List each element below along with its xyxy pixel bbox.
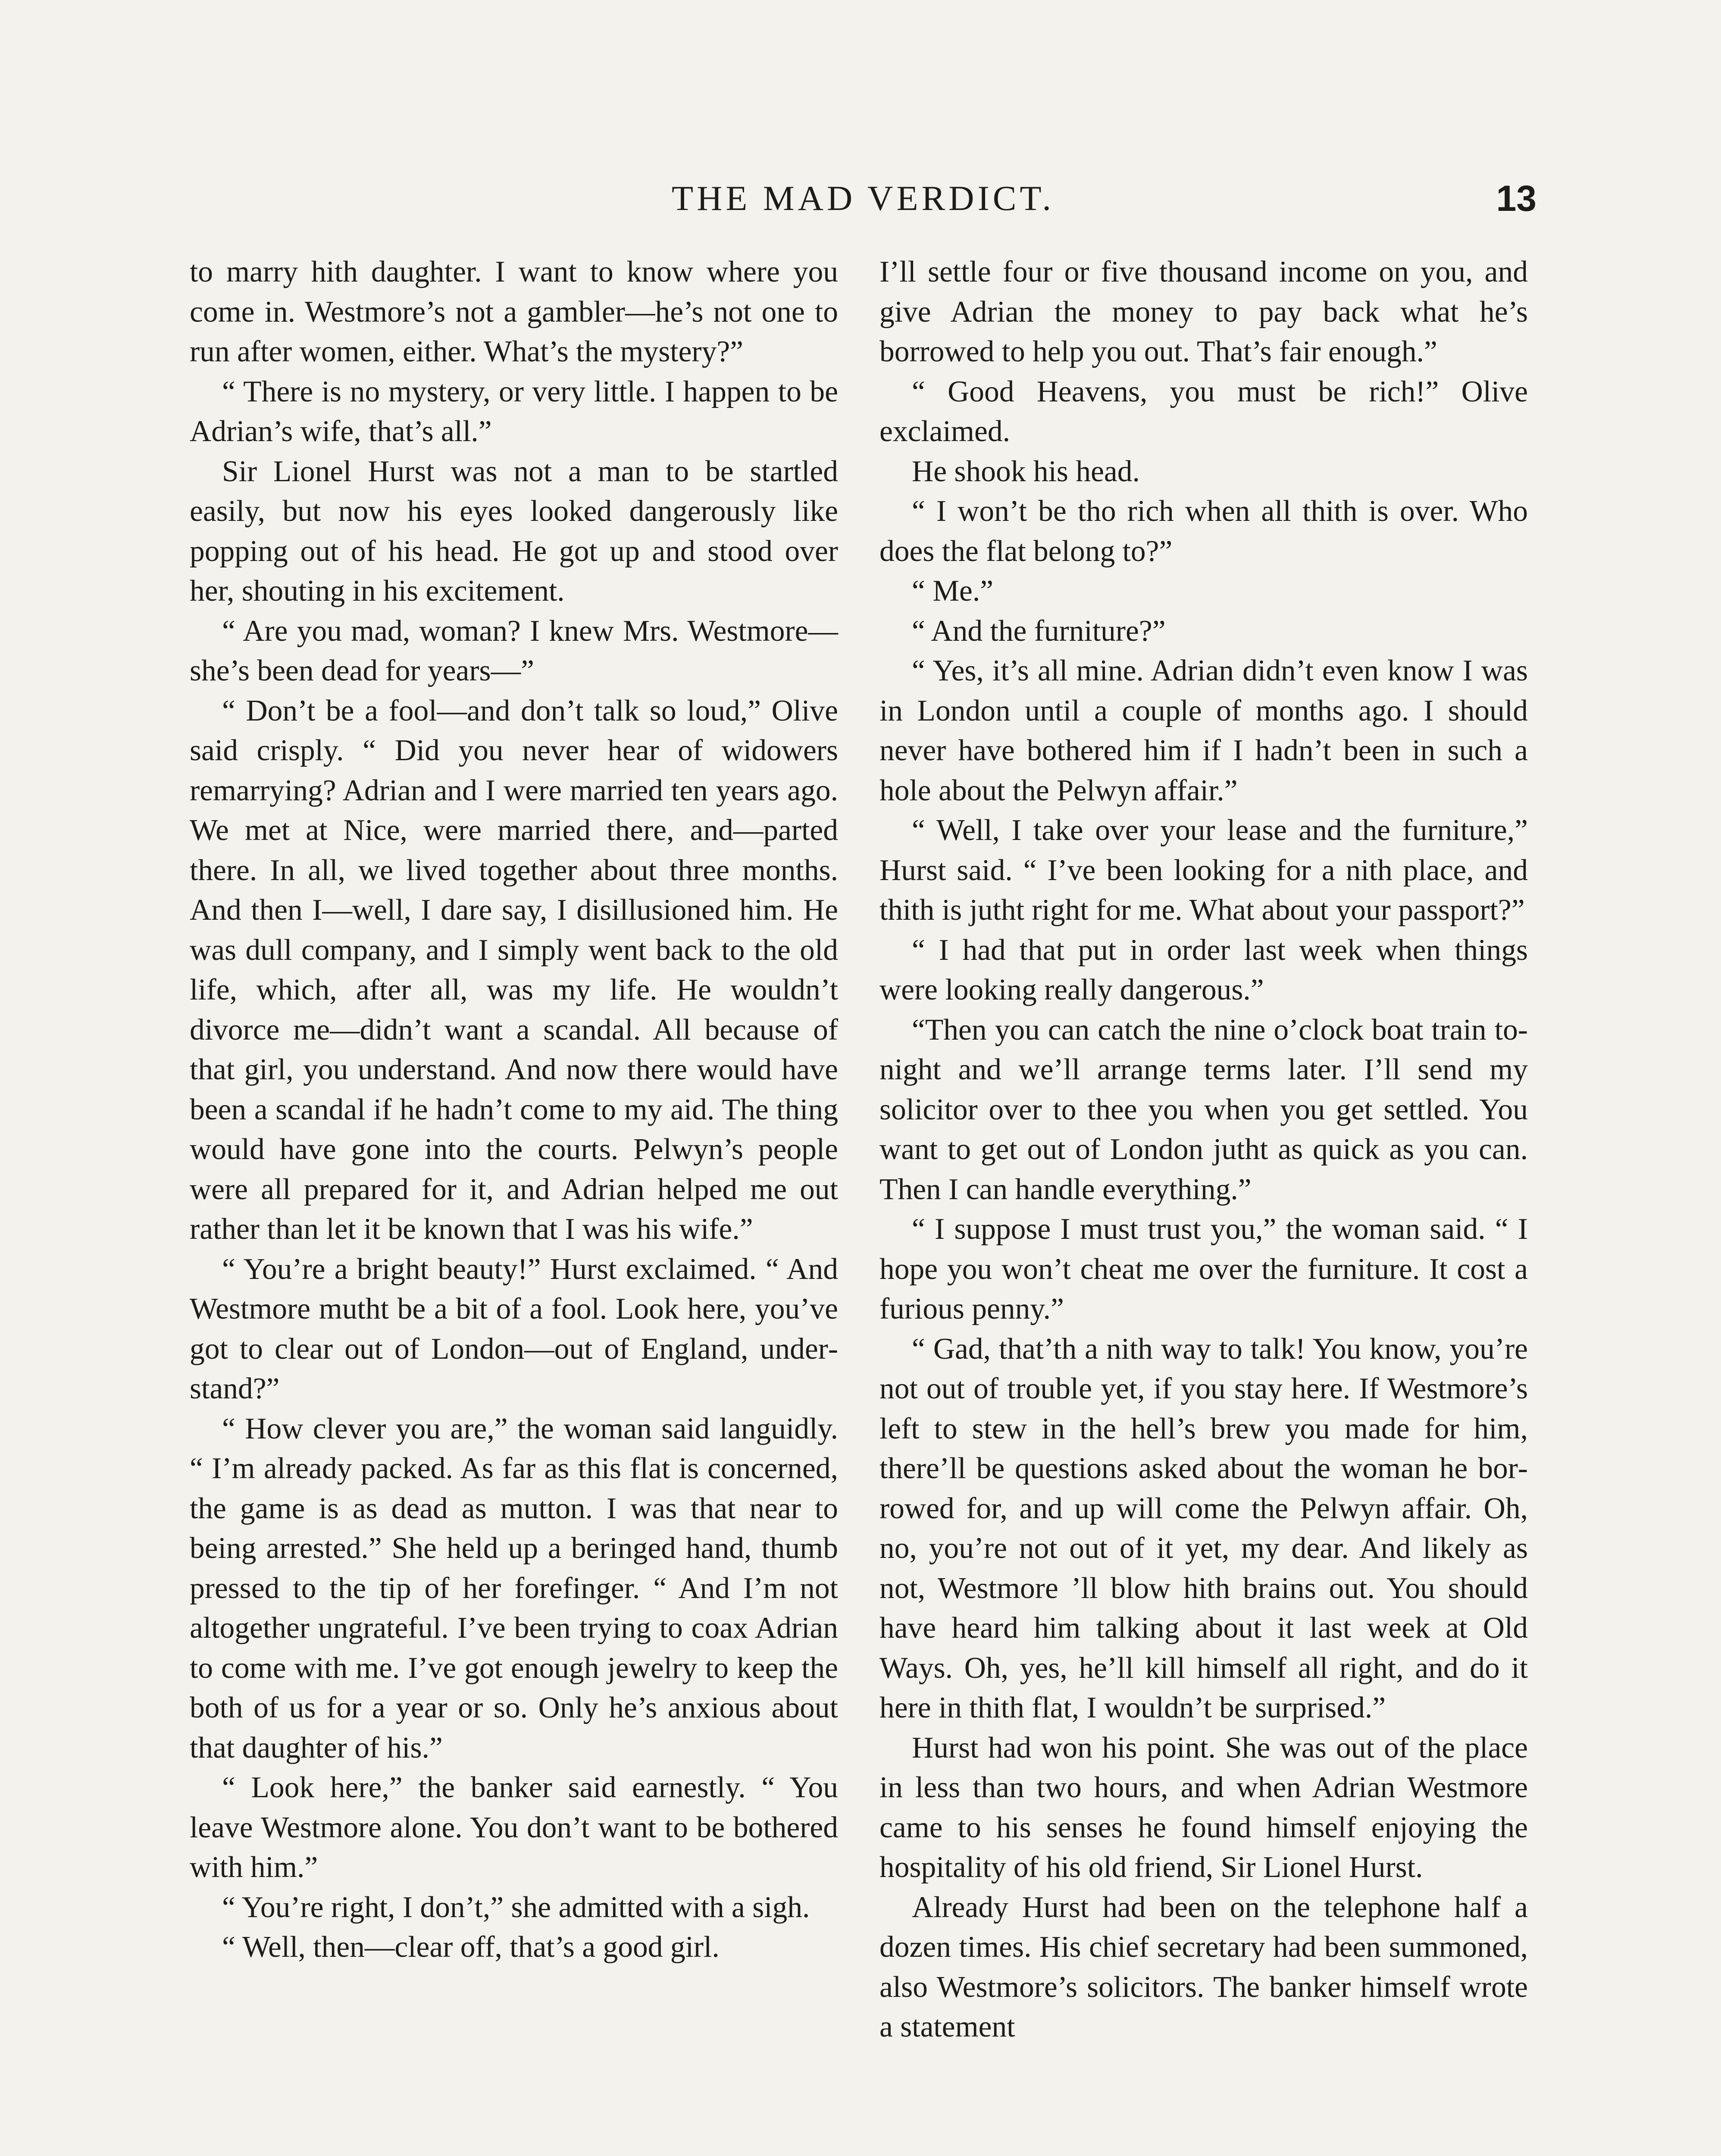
paragraph: “ Yes, it’s all mine. Adrian didn’t even know I was in London until a couple of months ago. I should never have bothered him if I hadn’t been in such a hole about the Pelwyn affair.” [879,654,1528,807]
paragraph: to marry hith daughter. I want to know where you come in. Westmore’s not a gambler—he’s not one to run after women, either. What’s the mystery?” [190,255,838,368]
paragraph: Already Hurst had been on the telephone half a dozen times. His chief secretary had been summoned, also Westmore’s solicitors. The banker himself wrote a statement [879,1890,1528,2043]
running-title: THE MAD VERDICT. [672,179,1055,218]
paragraph: “ Me.” [912,574,994,608]
paragraph: “ I won’t be tho rich when all thith is over. Who does the flat belong to?” [879,495,1528,568]
paragraph: “ Good Heavens, you must be rich!” Olive exclaimed. [879,375,1528,448]
paragraph: Hurst had won his point. She was out of the place in less than two hours, and when Adrian Westmore came to his senses he found himself enjoying the hospitality of his old friend, Sir Lionel Hurst. [879,1731,1528,1884]
paragraph: “ I suppose I must trust you,” the woman said. “ I hope you won’t cheat me over the furniture. It cost a furious penny.” [879,1213,1528,1326]
paragraph: “ There is no mystery, or very little. I happen to be Adrian’s wife, that’s all.” [190,375,838,448]
paragraph: Sir Lionel Hurst was not a man to be startled easily, but now his eyes looked dangerously like popping out of his head. He got up and stood over her, shouting in his excitement. [190,454,838,608]
paragraph: “ Are you mad, woman? I knew Mrs. Westmore—she’s been dead for years—” [190,614,838,687]
paragraph: “Then you can catch the nine o’clock boat train to-night and we’ll arrange terms later. I’ll send my solicitor over to thee you when you get settled. You want to get out of London jutht as quick as you can. Then I can handle everything.” [879,1013,1528,1206]
paragraph: “ Look here,” the banker said earnestly. “ You leave Westmore alone. You don’t want to be bothered with him.” [190,1771,838,1884]
paragraph: “ Gad, that’th a nith way to talk! You know, you’re not out of trouble yet, if you stay here. If Westmore’s left to stew in the hell’s brew you made for him, there’ll be questions asked about the woman he borrowed for, and up will come the Pelwyn affair. Oh, no, you’re not out of it yet, my dear. And likely as not, Westmore ’ll blow hith brains out. You should have heard him talking about it last week at Old Ways. Oh, yes, he’ll kill himself all right, and do it here in thith flat, I wouldn’t be surprised.” [879,1332,1528,1724]
paragraph: “ Don’t be a fool—and don’t talk so loud,” Olive said crisply. “ Did you never hear of widowers remarrying? Adrian and I were married ten years ago. We met at Nice, were married there, and—parted there. In all, we lived together about three months. And then I—well, I dare say, I disillusioned him. He was dull company, and I simply went back to the old life, which, after all, was my life. He wouldn’t divorce me—didn’t want a scandal. All because of that girl, you understand. And now there would have been a scandal if he hadn’t come to my aid. The thing would have gone into the courts. Pelwyn’s people were all prepared for it, and Adrian helped me out rather than let it be known that I was his wife.” [190,694,838,1246]
paragraph: He shook his head. [912,454,1140,488]
paragraph: “ You’re a bright beauty!” Hurst exclaimed. “ And Westmore mutht be a bit of a fool. Look here, you’ve got to clear out of London—out of England, understand?” [190,1252,838,1405]
left-column [190,252,838,1968]
page-header [190,175,1536,222]
right-column [879,252,1528,2047]
paragraph: I’ll settle four or five thousand income on you, and give Adrian the money to pay back what he’s borrowed to help you out. That’s fair enough.” [879,255,1528,368]
paragraph: “ Well, then—clear off, that’s a good girl. [222,1930,720,1964]
paragraph: “ How clever you are,” the woman said languidly. “ I’m already packed. As far as this flat is concerned, the game is as dead as mutton. I was that near to being arrested.” She held up a beringed hand, thumb pressed to the tip of her forefinger. “ And I’m not altogether ungrateful. I’ve been trying to coax Adrian to come with me. I’ve got enough jewelry to keep the both of us for a year or so. Only he’s anxious about that daughter of his.” [190,1412,838,1764]
paragraph: “ I had that put in order last week when things were looking really dangerous.” [879,933,1528,1006]
page-number: 13 [1496,178,1536,219]
paragraph: “ You’re right, I don’t,” she admitted with a sigh. [222,1890,810,1924]
paragraph: “ And the furniture?” [912,614,1166,648]
paragraph: “ Well, I take over your lease and the furniture,” Hurst said. “ I’ve been looking for a nith place, and thith is jutht right for me. What about your passport?” [879,814,1528,927]
